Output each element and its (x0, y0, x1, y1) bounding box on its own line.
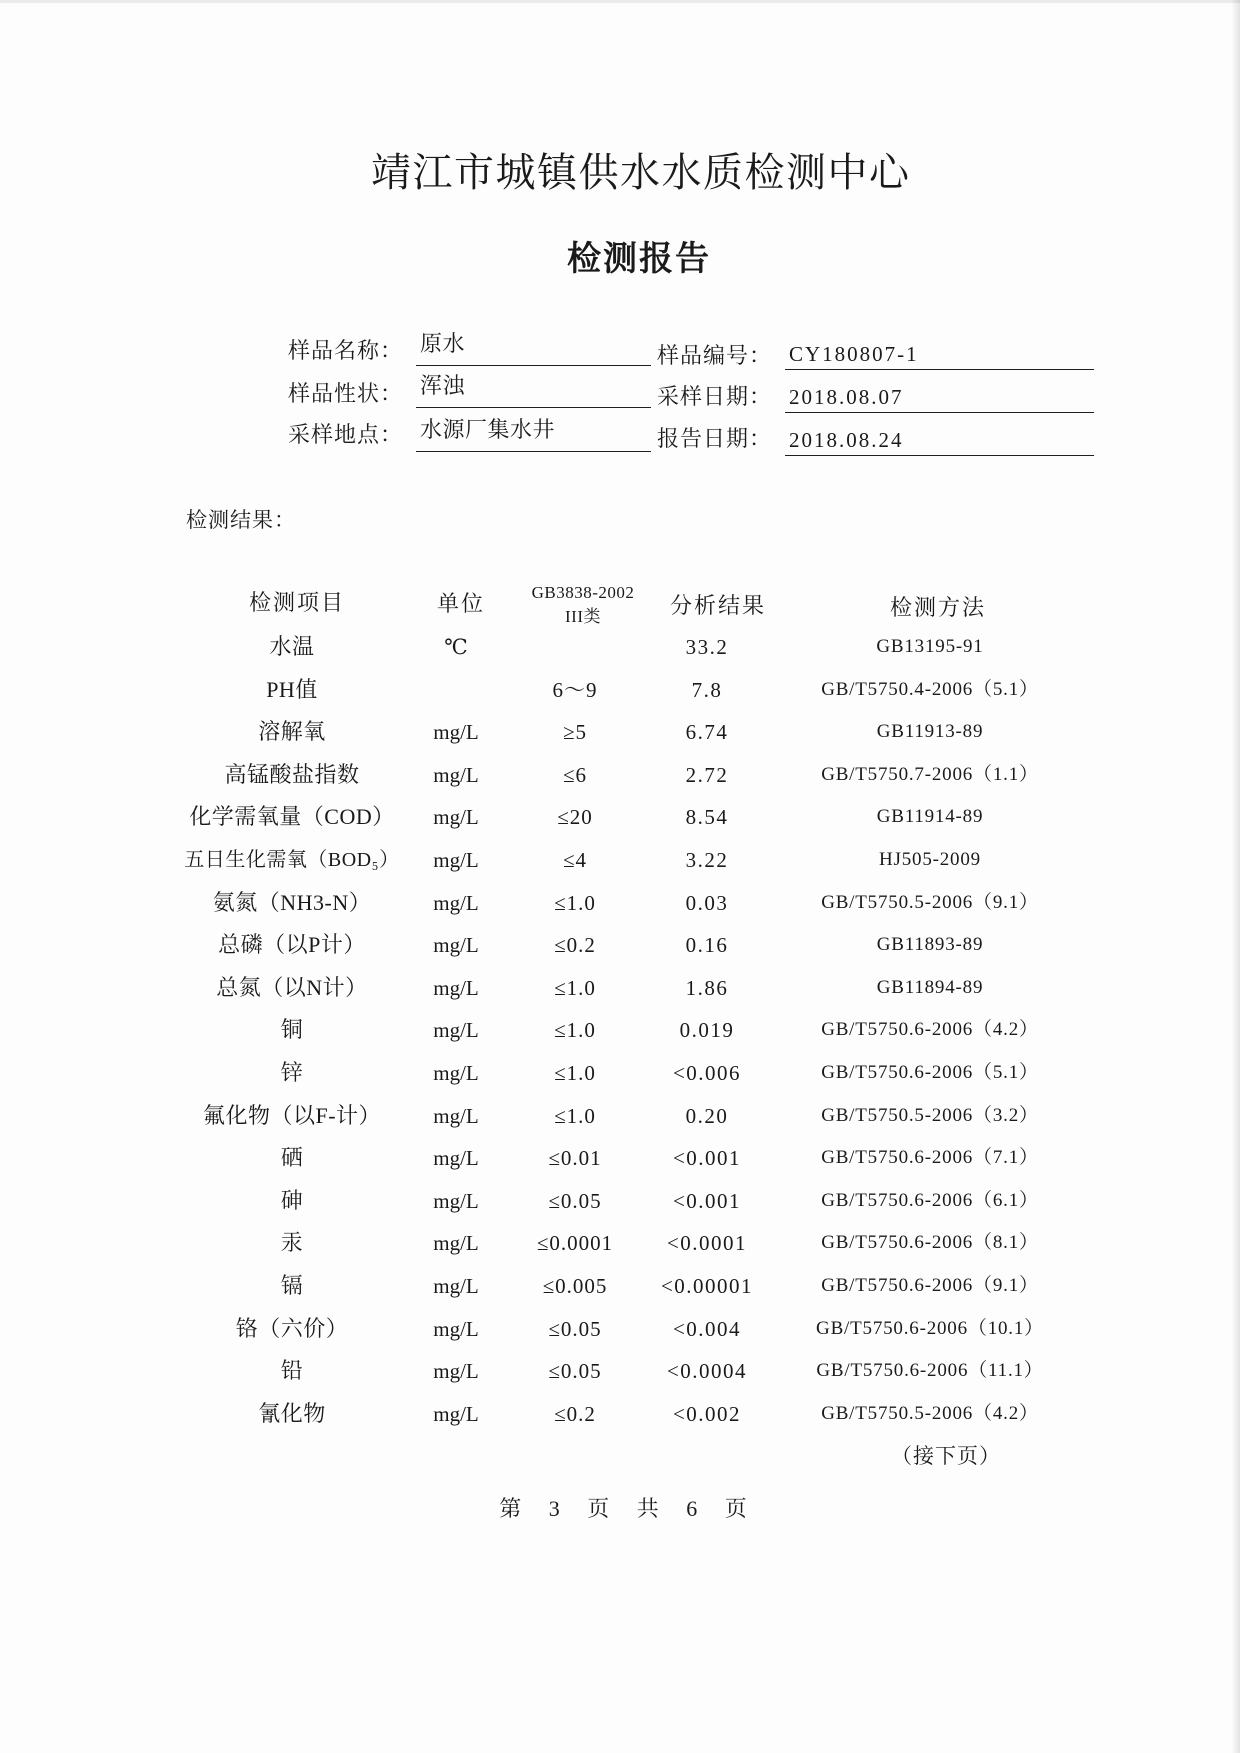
header-standard (503, 581, 663, 629)
report-date-field (785, 416, 1094, 456)
table-row (0, 967, 1240, 1010)
method-cell: GB13195-91 (876, 636, 984, 657)
method-cell: GB/T5750.6-2006（4.2） (821, 1019, 1039, 1041)
table-row (0, 1052, 1240, 1095)
item-cell: 高锰酸盐指数 (224, 761, 360, 787)
item-cell: 总氮（以N计） (216, 974, 368, 1000)
method-cell: GB/T5750.4-2006（5.1） (821, 678, 1039, 700)
header-method: 检测方法 (889, 595, 986, 620)
result-cell: <0.0004 (666, 1359, 748, 1384)
unit-cell: mg/L (433, 1188, 479, 1213)
unit-cell: mg/L (433, 1273, 479, 1298)
table-row (0, 796, 1240, 839)
sample-number-field (785, 330, 1094, 370)
sampling-date-value: 2018.08.07 (789, 385, 904, 409)
item-cell: 铜 (280, 1017, 304, 1043)
unit-cell: ℃ (444, 635, 468, 659)
header-standard-code: GB3838-2002 (531, 583, 635, 602)
item-cell: 化学需氧量（COD） (189, 804, 395, 830)
unit-cell: mg/L (433, 805, 479, 830)
header-result: 分析结果 (669, 593, 766, 618)
standard-cell: ≤6 (562, 762, 588, 787)
report-date-value: 2018.08.24 (789, 428, 904, 452)
method-cell: GB/T5750.6-2006（7.1） (821, 1147, 1039, 1169)
item-cell: PH值 (266, 676, 318, 702)
table-row (0, 1350, 1240, 1393)
item-cell: 镉 (280, 1272, 304, 1298)
result-cell: 3.22 (685, 847, 729, 872)
standard-cell: ≤1.0 (554, 1018, 596, 1043)
standard-cell: ≥5 (562, 720, 588, 745)
unit-cell: mg/L (433, 975, 479, 1000)
sample-number-value: CY180807-1 (789, 342, 919, 366)
sample-number-label: 样品编号： (657, 343, 773, 368)
unit-cell: mg/L (433, 720, 479, 745)
unit-cell: mg/L (433, 1146, 479, 1171)
sampling-date-label: 采样日期： (657, 384, 773, 409)
method-cell: GB/T5750.6-2006（9.1） (821, 1274, 1039, 1296)
report-date-label: 报告日期： (657, 426, 773, 451)
unit-cell: mg/L (433, 1231, 479, 1256)
item-cell: 水温 (269, 634, 315, 659)
standard-cell: ≤0.01 (548, 1146, 602, 1171)
header-standard-class: III类 (565, 607, 601, 626)
item-cell: 氰化物 (258, 1400, 326, 1426)
result-cell: <0.004 (672, 1316, 742, 1341)
continued-note: （接下页） (891, 1444, 1001, 1468)
method-cell: GB/T5750.6-2006（11.1） (816, 1360, 1044, 1382)
page-number: 第 3 页 共 6 页 (499, 1496, 753, 1521)
result-cell: 0.019 (679, 1018, 735, 1043)
standard-cell: ≤1.0 (554, 890, 596, 915)
method-cell: GB/T5750.6-2006（10.1） (816, 1317, 1044, 1339)
method-cell: GB11913-89 (876, 721, 984, 743)
result-cell: <0.002 (672, 1401, 742, 1426)
sample-name-label: 样品名称： (288, 338, 404, 363)
standard-cell: 6～9 (552, 677, 598, 702)
standard-cell: ≤0.05 (548, 1316, 602, 1341)
standard-cell: ≤4 (562, 847, 588, 872)
unit-cell: mg/L (433, 762, 479, 787)
standard-cell: ≤0.005 (542, 1273, 608, 1298)
result-cell: 8.54 (685, 805, 729, 830)
item-cell: 砷 (280, 1187, 304, 1213)
unit-cell: mg/L (433, 1018, 479, 1043)
sampling-location-field (416, 412, 651, 452)
standard-cell (510, 626, 640, 669)
table-row (0, 1137, 1240, 1180)
sampling-date-field (785, 373, 1094, 413)
table-row (0, 1308, 1240, 1351)
unit-cell: mg/L (433, 847, 479, 872)
sampling-location-label: 采样地点： (288, 422, 404, 447)
result-cell: <0.001 (672, 1188, 742, 1213)
table-row (0, 1265, 1240, 1308)
method-cell: HJ505-2009 (879, 848, 981, 870)
result-cell: 7.8 (691, 677, 723, 702)
table-row (0, 669, 1240, 712)
method-cell: GB11894-89 (876, 976, 984, 998)
result-cell: <0.0001 (666, 1231, 748, 1256)
table-row (0, 754, 1240, 797)
table-row (0, 924, 1240, 967)
table-row (0, 711, 1240, 754)
result-cell: 6.74 (685, 720, 729, 745)
result-cell: <0.00001 (660, 1273, 754, 1298)
unit-cell: mg/L (433, 1359, 479, 1384)
item-cell: 硒 (280, 1145, 304, 1171)
method-cell: GB/T5750.5-2006（4.2） (821, 1402, 1039, 1424)
standard-cell: ≤0.05 (548, 1359, 602, 1384)
standard-cell: ≤1.0 (554, 1060, 596, 1085)
result-cell: 0.16 (685, 933, 729, 958)
result-cell: 0.20 (685, 1103, 729, 1128)
method-cell: GB/T5750.6-2006（5.1） (821, 1061, 1039, 1083)
unit-cell: mg/L (433, 1103, 479, 1128)
method-cell: GB/T5750.7-2006（1.1） (821, 763, 1039, 785)
method-cell: GB/T5750.5-2006（9.1） (821, 891, 1039, 913)
sample-state-value: 浑浊 (420, 373, 466, 398)
method-cell: GB/T5750.5-2006（3.2） (821, 1104, 1039, 1126)
header-unit: 单位 (436, 591, 485, 616)
item-cell: 总磷（以P计） (218, 932, 366, 958)
table-row (0, 839, 1240, 882)
standard-cell: ≤20 (557, 805, 593, 830)
standard-cell: ≤0.05 (548, 1188, 602, 1213)
unit-cell: mg/L (433, 933, 479, 958)
result-cell: 1.86 (685, 975, 729, 1000)
item-cell: 氟化物（以F-计） (202, 1102, 382, 1128)
method-cell: GB/T5750.6-2006（6.1） (821, 1189, 1039, 1211)
item-cell: 铅 (280, 1358, 304, 1384)
table-row (0, 1393, 1240, 1436)
standard-cell: ≤0.2 (554, 933, 596, 958)
method-cell: GB/T5750.6-2006（8.1） (821, 1232, 1039, 1254)
item-cell: 铬（六价） (235, 1315, 349, 1341)
result-cell: 33.2 (685, 635, 729, 659)
sample-name-value: 原水 (420, 331, 466, 356)
table-row (0, 1222, 1240, 1265)
table-row (0, 882, 1240, 925)
table-row (0, 626, 1240, 669)
method-cell: GB11914-89 (876, 806, 984, 828)
unit-cell: mg/L (433, 890, 479, 915)
result-cell: 2.72 (685, 762, 729, 787)
results-heading: 检测结果： (186, 508, 296, 532)
sample-state-label: 样品性状： (288, 381, 404, 406)
sample-name-field (416, 326, 651, 366)
sample-state-field (416, 368, 651, 408)
organization-title: 靖江市城镇供水水质检测中心 (371, 150, 911, 195)
table-row (0, 1009, 1240, 1052)
item-cell: 五日生化需氧（BOD₅） (184, 848, 400, 871)
table-body (0, 626, 1240, 1435)
scan-edge-top (0, 0, 1240, 3)
item-cell: 氨氮（NH3-N） (212, 889, 372, 915)
result-cell: <0.006 (672, 1060, 742, 1085)
report-title: 检测报告 (567, 241, 711, 278)
item-cell: 汞 (280, 1230, 304, 1256)
table-row (0, 1095, 1240, 1138)
standard-cell: ≤0.2 (554, 1401, 596, 1426)
item-cell: 溶解氧 (258, 719, 326, 745)
unit-cell: mg/L (433, 1060, 479, 1085)
unit-cell (406, 669, 506, 712)
standard-cell: ≤1.0 (554, 975, 596, 1000)
standard-cell: ≤1.0 (554, 1103, 596, 1128)
unit-cell: mg/L (433, 1316, 479, 1341)
sampling-location-value: 水源厂集水井 (420, 417, 556, 442)
item-cell: 锌 (280, 1059, 304, 1085)
header-item: 检测项目 (248, 590, 345, 615)
table-row (0, 1180, 1240, 1223)
standard-cell: ≤0.0001 (536, 1231, 614, 1256)
result-cell: 0.03 (685, 890, 729, 915)
unit-cell: mg/L (433, 1401, 479, 1426)
method-cell: GB11893-89 (876, 934, 984, 956)
result-cell: <0.001 (672, 1146, 742, 1171)
